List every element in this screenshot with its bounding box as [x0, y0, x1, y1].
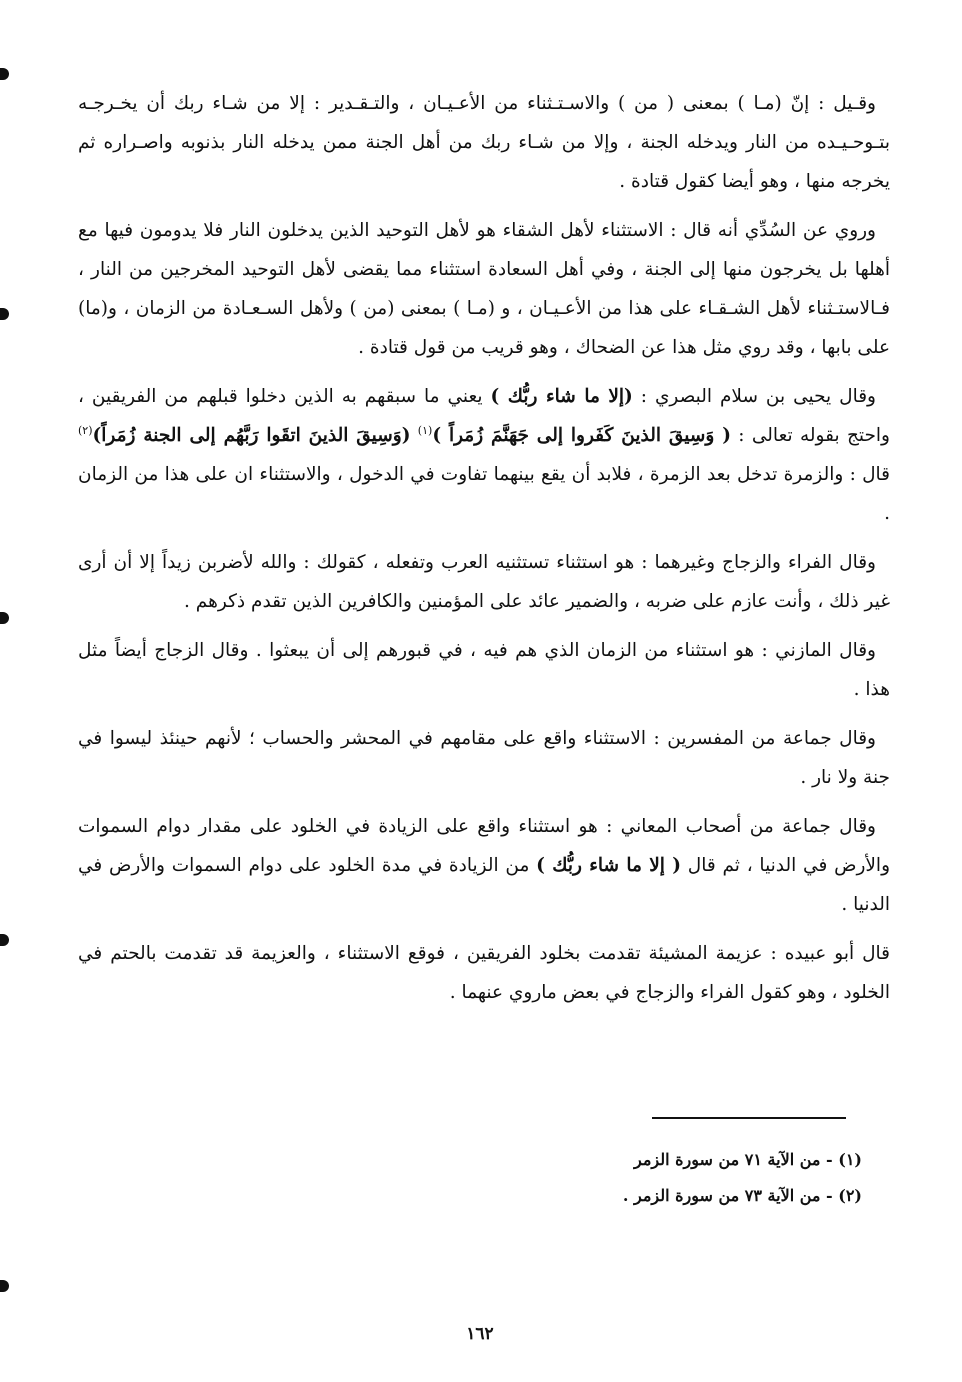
footnote-reference: (٢) [78, 423, 93, 437]
text-run: وقال يحيى بن سلام البصري : [632, 386, 876, 407]
page-number: ١٦٢ [466, 1324, 494, 1344]
binding-mark [0, 612, 9, 624]
binding-mark [0, 1280, 9, 1292]
text-run: من الزيادة في مدة الخلود على دوام السموات والأرض في الدنيا . [78, 855, 890, 915]
paragraph [78, 934, 890, 1012]
text-run: وقال الفراء والزجاج وغيرهما : هو استثناء تستثنيه العرب وتفعله ، كقولك : والله لأضربن زيداً إلا أن أرى غير ذلك ، وأنت عازم على ضربه ، والضمير عائد على المؤمنين والكافرين الذين تقدم ذكرهم . [78, 552, 890, 612]
text-run [410, 425, 417, 446]
quotation: (وَسِيقَ الذينَ اتقَوا رَبَّهُم إلى الجنة زُمَراً) [92, 425, 411, 446]
text-run: وقال جماعة من أصحاب المعاني : هو استثناء واقع على الزيادة في الخلود على مقدار دوام السموات والأرض في الدنيا ، ثم قال [78, 816, 890, 876]
paragraph [78, 631, 890, 709]
paragraph [78, 719, 890, 797]
text-run: وروي عن السُدِّي أنه قال : الاستثناء لأهل الشقاء هو لأهل التوحيد الذين يدخلون النار فلا يدومون فيها مع أهلها بل يخرجون منها إلى الجنة ، وفي أهل السعادة استثناء مما يقضى لأهل التوحيد المخرجين من النار ، فـالاستـثناء لأهل الشـقـاء على هذا من الأعـيـان ، و (مـا ) بمعنى (من ) ولأهل السـعـادة من الزمان ، و(ما) على بابها ، وقد روي مثل هذا عن الضحاك ، وهو قريب من قول قتادة . [78, 220, 890, 358]
quotation: ( إلا ما شاء ربُّك ) [536, 855, 682, 876]
binding-mark [0, 934, 9, 946]
body-text [78, 84, 890, 1022]
binding-mark [0, 308, 9, 320]
paragraph [78, 543, 890, 621]
paragraph [78, 807, 890, 924]
paragraph [78, 84, 890, 201]
text-run: وقال جماعة من المفسرين : الاستثناء واقع على مقامهم في المحشر والحساب ؛ لأنهم حينئذ ليسوا في جنة ولا نار . [78, 728, 890, 788]
text-run: قال : والزمرة تدخل بعد الزمرة ، فلابد أن يقع بينهما تفاوت في الدخول ، والاستثناء ان على هذا من الزمان . [78, 464, 890, 524]
text-run: يعني ما سبقهم به الذين دخلوا قبلهم من الفريقين ، واحتج بقوله تعالى : [78, 386, 890, 446]
quotation: (إلا ما شاء ربُّك ) [490, 386, 633, 407]
footnote-1: (١) - من الآية ٧١ من سورة الزمر [634, 1150, 862, 1169]
text-run: قال أبو عبيده : عزيمة المشيئة تقدمت بخلود الفريقين ، فوقع الاستثناء ، والعزيمة قد تقدمت بالحتم في الخلود ، وهو كقول الفراء والزجاج في بعض ماروي عنهما . [78, 943, 890, 1003]
footnotes [362, 1142, 862, 1214]
binding-mark [0, 68, 9, 80]
text-run: وقـيل : إنّ (مـا ) بمعنى ( من ) والاسـتـثناء من الأعـيـان ، والتـقـدير : إلا من شـاء ربك أن يخـرجـه بتـوحـيـده من النار ويدخله الجنة ، وإلا من شـاء ربك من أهل الجنة ممن يدخله النار بذنوبه واصـراره ثم يخرجه منها ، وهو أيضا كقول قتادة . [78, 93, 890, 192]
paragraph [78, 211, 890, 367]
footnote-separator [652, 1117, 846, 1119]
quotation: ( وَسِيقَ الذينَ كَفَروا إلى جَهَنَّمَ زُمَراً ) [432, 425, 731, 446]
footnote-2: (٢) - من الآية ٧٣ من سورة الزمر . [622, 1186, 862, 1205]
paragraph [78, 377, 890, 533]
footnote-reference: (١) [417, 423, 433, 437]
text-run: وقال المازني : هو استثناء من الزمان الذي هم فيه ، في قبورهم إلى أن يبعثوا . وقال الزجاج أيضاً مثل هذا . [78, 640, 890, 700]
